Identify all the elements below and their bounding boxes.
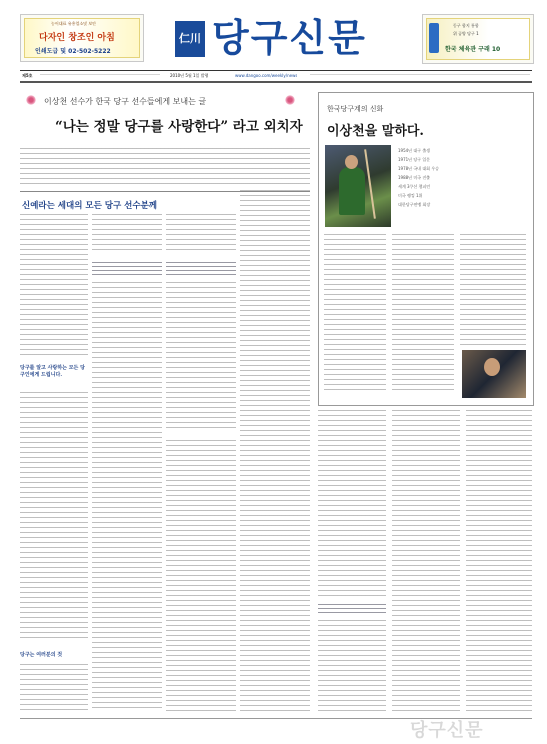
masthead-logo: 仁川 [175, 21, 205, 57]
body-column-2 [92, 214, 162, 254]
sidebar-text-col-1 [324, 234, 386, 394]
body-column-2b [92, 282, 162, 712]
ad-right-line-2: 위 공양 당구 1 [453, 31, 479, 36]
body-column-3c [166, 440, 236, 712]
sidebar-text-col-2 [392, 234, 454, 394]
masthead-title: 당구신문 [212, 15, 367, 60]
info-bar-top-rule [20, 70, 532, 71]
site-url[interactable]: www.dangoo.com/weekly/news [235, 73, 298, 78]
ad-right-logo-icon [429, 23, 439, 53]
sidebar-bullet: 1954년 대구 출생 [398, 148, 431, 153]
body-column-3-subhead [166, 262, 236, 276]
left-column-subheading: 신예라는 세대의 모든 당구 선수분께 [22, 201, 158, 211]
mid-heading-1: 당구를 알고 사랑하는 모든 당구인에게 드립니다. [20, 365, 85, 378]
sidebar-kicker: 한국당구계의 신화 [327, 105, 384, 113]
issue-number: 제5호 [22, 73, 33, 78]
page-bottom-rule [20, 718, 532, 719]
player-photo [325, 145, 391, 227]
ad-left-line-1: 농어대표 유흥업소및 보안 [51, 21, 97, 26]
info-bar-fine-print [40, 74, 160, 77]
body-column-3b [166, 282, 236, 432]
player-photo-small [462, 350, 526, 398]
sidebar-bullet: 1971년 당구 입문 [398, 157, 431, 162]
body-column-4 [240, 190, 310, 712]
body-column-2-subhead [92, 262, 162, 276]
sidebar-bullet: 1988년 미국 진출 [398, 175, 431, 180]
player-figure-icon [339, 167, 365, 215]
body-column-5-subhead [318, 604, 386, 616]
sidebar-bullet: 세계 3쿠션 챔피언 [398, 184, 431, 189]
body-column-1 [20, 214, 88, 359]
flower-icon-right [285, 95, 295, 105]
ad-banner-left[interactable] [20, 14, 144, 62]
ad-left-line-3: 인쇄도급 및 02-502-5222 [35, 48, 111, 55]
body-column-5 [318, 410, 386, 600]
sidebar-bullet: 미국 랭킹 1위 [398, 193, 423, 198]
headline-title: “나는 정말 당구를 사랑한다” 라고 외치자 [55, 119, 303, 135]
ad-right-line-1: 동구 합지 통합 [453, 23, 479, 28]
body-column-1b [20, 392, 88, 642]
ad-banner-right[interactable] [422, 14, 534, 64]
flower-icon-left [26, 95, 36, 105]
info-bar-bottom-rule [20, 81, 532, 83]
player-head-icon [345, 155, 358, 169]
ad-left-line-2: 다자인 창조인 아침 [39, 33, 115, 43]
sidebar-text-col-3 [460, 234, 526, 346]
body-column-3 [166, 214, 236, 254]
watermark: 당구신문 [410, 720, 484, 741]
sidebar-title: 이상천을 말하다. [327, 124, 424, 139]
issue-date: 2010년 5월 1일 발행 [170, 73, 209, 78]
body-column-5b [318, 620, 386, 712]
body-column-7 [466, 410, 532, 712]
body-column-6 [392, 410, 460, 712]
headline-kicker: 이상천 선수가 한국 당구 선수들에게 보내는 글 [44, 97, 207, 106]
sidebar-bullet: 1978년 국내 대회 우승 [398, 166, 440, 171]
cue-stick-icon [364, 149, 376, 219]
sidebar-bullet: 대한당구연맹 회장 [398, 202, 431, 207]
sidebar-bullets [398, 146, 528, 209]
mid-heading-2: 당구는 여러분의 것 [20, 652, 63, 658]
body-column-1c [20, 664, 88, 712]
ad-right-line-3: 한국 체육관 구래 10 [445, 46, 501, 53]
player-face-icon [484, 358, 500, 376]
info-bar-fine-print-right [310, 74, 530, 77]
lead-paragraph [20, 148, 310, 186]
